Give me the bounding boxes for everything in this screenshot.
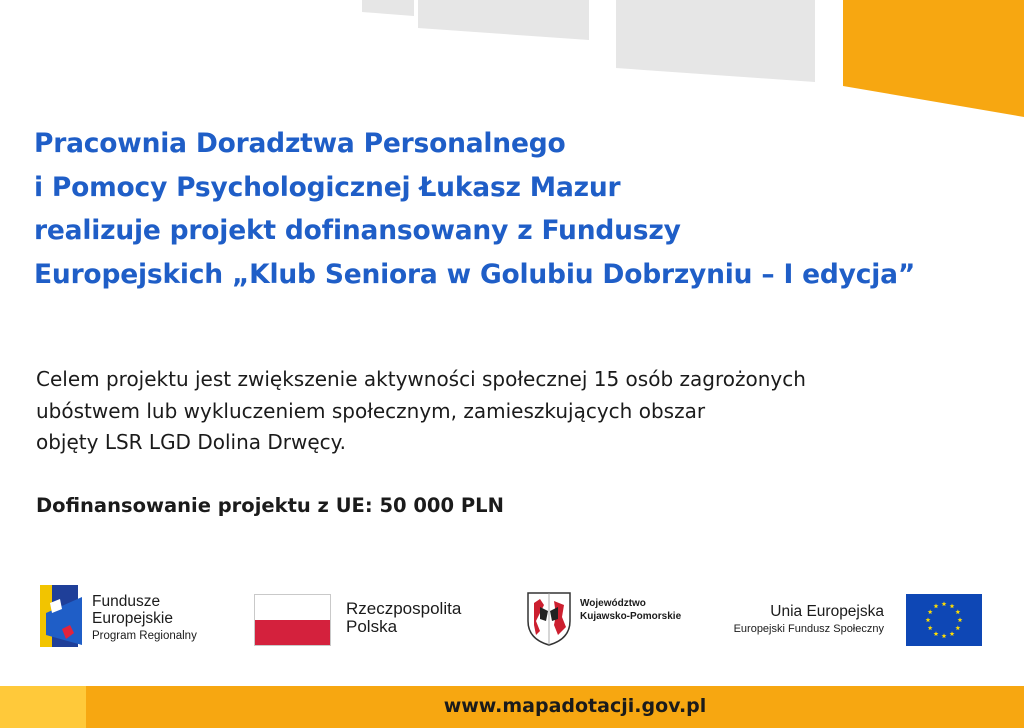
rzeczpospolita-polska-logo xyxy=(254,594,494,646)
description-line: ubóstwem lub wykluczeniem społecznym, zamieszkujących obszar xyxy=(36,398,706,423)
polish-flag-icon xyxy=(254,594,331,646)
eu-flag-icon xyxy=(906,594,982,646)
ue-line2: Europejski Fundusz Społeczny xyxy=(733,623,884,635)
funding-amount: Dofinansowanie projektu z UE: 50 000 PLN xyxy=(36,494,504,517)
footer-accent xyxy=(0,686,86,728)
description-line: objęty LSR LGD Dolina Drwęcy. xyxy=(36,430,346,454)
wojewodztwo-kujawsko-pomorskie-logo xyxy=(526,591,706,651)
headline-line: Pracownia Doradztwa Personalnego xyxy=(34,128,566,159)
headline xyxy=(34,122,994,296)
gray-shape-1 xyxy=(362,0,414,16)
footer-url-link[interactable]: www.mapadotacji.gov.pl xyxy=(443,695,707,717)
fundusze-europejskie-mark-icon xyxy=(40,585,82,647)
headline-line: i Pomocy Psychologicznej Łukasz Mazur xyxy=(34,171,621,203)
kujawsko-pomorskie-crest-icon xyxy=(526,591,572,647)
fe-line1: Fundusze xyxy=(92,593,161,610)
ue-line1: Unia Europejska xyxy=(770,603,884,620)
gray-shape-3 xyxy=(616,0,815,82)
top-decoration xyxy=(0,0,1024,130)
fe-line3: Program Regionalny xyxy=(92,630,197,642)
rp-line2: Polska xyxy=(346,617,398,636)
headline-line: realizuje projekt dofinansowany z Funduszy xyxy=(34,215,681,246)
gray-shape-2 xyxy=(418,0,589,40)
headline-line: Europejskich „Klub Seniora w Golubiu Dobrzyniu – I edycja” xyxy=(34,258,916,290)
rp-line1: Rzeczpospolita xyxy=(346,599,462,618)
kp-line1: Województwo xyxy=(580,598,646,609)
kp-line2: Kujawsko-Pomorskie xyxy=(580,611,682,622)
orange-shape xyxy=(843,0,1024,117)
project-description xyxy=(36,364,996,459)
unia-europejska-logo xyxy=(728,594,984,648)
fe-line2: Europejskie xyxy=(92,610,173,627)
footer-bar xyxy=(86,686,1024,728)
fundusze-europejskie-logo xyxy=(40,585,240,647)
description-line: Celem projektu jest zwiększenie aktywności społecznej 15 osób zagrożonych xyxy=(36,367,806,391)
